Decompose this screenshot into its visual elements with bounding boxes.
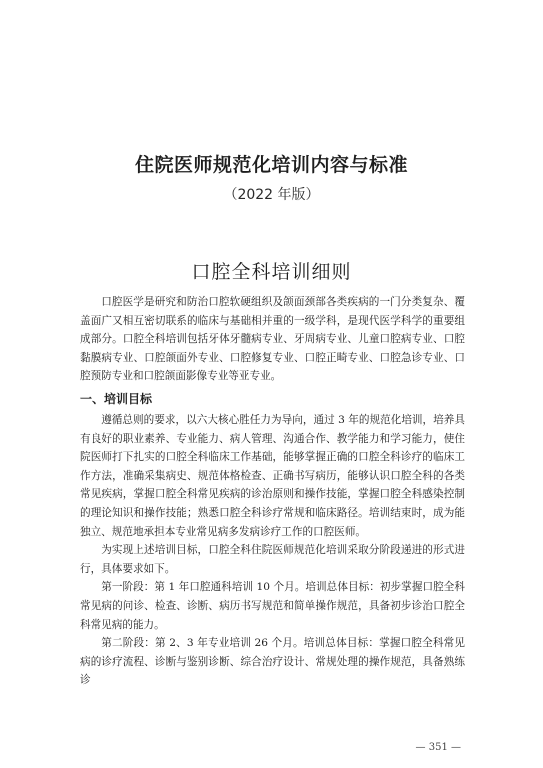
document-title: 住院医师规范化培训内容与标准 — [134, 154, 408, 176]
body-text — [80, 293, 465, 690]
document-edition: （2022 年版） — [223, 187, 320, 203]
training-goals-heading: 一、培训目标 — [80, 391, 153, 406]
section-heading: 口腔全科培训细则 — [191, 261, 352, 283]
training-goals-paragraph: 遵循总则的要求，以六大核心胜任力为导向，通过 3 年的规范化培训，培养具有良好的职业素养、专业能力、病人管理、沟通合作、教学能力和学习能力，使住院医师打下扎实的口腔全科临床工作基础，能够掌握正确的口腔全科诊疗的临床工作方法，准确采集病史、规范体格检查、正确书写病历，能够认识口腔全科的各类常见疾病，掌握口腔全科常见疾病的诊治原则和操作技能，掌握口腔全科感染控制的理论知识和操作技能；熟悉口腔全科诊疗常规和临床路径。培训结束时，成为能独立、规范地承担本专业常见病多发病诊疗工作的口腔医师。 — [80, 413, 465, 538]
page-number: — 351 — — [415, 742, 461, 753]
intro-paragraph: 口腔医学是研究和防治口腔软硬组织及颌面颈部各类疾病的一门分类复杂、覆盖面广又相互密切联系的临床与基础相并重的一级学科，是现代医学科学的重要组成部分。口腔全科培训包括牙体牙髓病专业、牙周病专业、儿童口腔病专业、口腔黏膜病专业、口腔颌面外专业、口腔修复专业、口腔正畸专业、口腔急诊专业、口腔预防专业和口腔颌面影像专业等亚专业。 — [80, 296, 465, 383]
stage-one-paragraph: 第一阶段：第 1 年口腔通科培训 10 个月。培训总体目标：初步掌握口腔全科常见病的问诊、检查、诊断、病历书写规范和简单操作规范，具备初步诊治口腔全科常见病的能力。 — [80, 581, 465, 631]
training-goals-paragraph: 为实现上述培训目标，口腔全科住院医师规范化培训采取分阶段递进的形式进行，具体要求如下。 — [80, 544, 465, 575]
stage-two-paragraph: 第二阶段：第 2、3 年专业培训 26 个月。培训总体目标：掌握口腔全科常见病的诊疗流程、诊断与鉴别诊断、综合治疗设计、常规处理的操作规范，具备熟练诊 — [80, 637, 465, 687]
